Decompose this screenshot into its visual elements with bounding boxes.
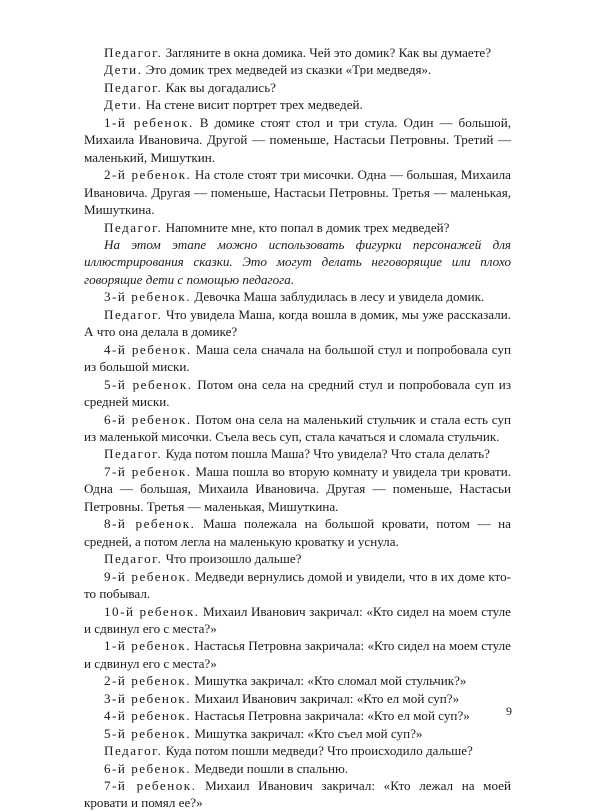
dialogue-paragraph: [84, 777, 511, 812]
paragraph-text: Настасья Петровна закричала: «Кто ел мой суп?»: [194, 708, 470, 724]
speaker-label: 5-й ребенок.: [104, 376, 193, 392]
speaker-label: 4-й ребенок.: [104, 708, 192, 724]
paragraph-text: Что произошло дальше?: [165, 551, 302, 567]
paragraph-text: Маша полежала на большой кровати, потом — на средней, а потом легла на маленькую кроватку и уснула.: [84, 516, 511, 549]
speaker-label: Педагог.: [104, 551, 163, 567]
paragraph-text: Девочка Маша заблудилась в лесу и увидела домик.: [194, 289, 485, 305]
dialogue-paragraph: [84, 742, 511, 759]
paragraph-text: Потом она села на средний стул и попробовала суп из средней миски.: [84, 376, 511, 410]
paragraph-text: Маша села сначала на большой стул и попробовала суп из большой миски.: [84, 341, 512, 375]
dialogue-paragraph: [84, 463, 511, 515]
speaker-label: 5-й ребенок.: [104, 725, 192, 741]
dialogue-paragraph: [84, 568, 511, 603]
speaker-label: 7-й ребенок.: [104, 463, 192, 479]
speaker-label: Педагог.: [104, 45, 163, 60]
paragraph-text: Медведи пошли в спальню.: [194, 760, 349, 776]
paragraph-text: Потом она села на маленький стульчик и стала есть суп из маленькой мисочки. Съела весь суп, стала качаться и сломала стульчик.: [84, 411, 511, 444]
dialogue-text: [84, 44, 511, 812]
speaker-label: Педагог.: [104, 306, 163, 322]
dialogue-paragraph: [84, 445, 511, 462]
paragraph-text: Михаил Иванович закричал: «Кто лежал на моей кровати и помял ее?»: [84, 778, 511, 811]
speaker-label: 2-й ребенок.: [104, 673, 192, 689]
speaker-label: Дети.: [104, 62, 143, 78]
speaker-label: 10-й ребенок.: [104, 603, 200, 619]
speaker-label: 9-й ребенок.: [104, 568, 192, 584]
paragraph-text: Загляните в окна домика. Чей это домик? Как вы думаете?: [165, 45, 492, 60]
dialogue-paragraph: [84, 166, 511, 218]
dialogue-paragraph: [84, 219, 511, 236]
paragraph-text: В домике стоят стол и три стула. Один — большой, Михаила Ивановича. Другой — поменьше, Настасьи Петровны. Третий — маленький, Мишуткин.: [84, 114, 511, 165]
speaker-label: 1-й ребенок.: [104, 114, 194, 130]
speaker-label: 7-й ребенок.: [104, 778, 197, 794]
paragraph-text: Маша пошла во вторую комнату и увидела три кровати. Одна — большая, Михаила Ивановича. Другая — поменьше, Настасьи Петровны. Третья — маленькая, Мишуткина.: [84, 463, 511, 514]
dialogue-paragraph: [84, 725, 511, 742]
dialogue-paragraph: [84, 760, 511, 777]
paragraph-text: Настасья Петровна закричала: «Кто сидел на моем стуле и сдвинул его с места?»: [84, 638, 511, 671]
speaker-label: 1-й ребенок.: [104, 638, 192, 654]
dialogue-paragraph: [84, 411, 511, 446]
italic-note-paragraph: [84, 236, 511, 288]
dialogue-paragraph: [84, 672, 511, 689]
paragraph-text: Куда потом пошла Маша? Что увидела? Что стала делать?: [165, 446, 490, 462]
paragraph-text: Мишутка закричал: «Кто съел мой суп?»: [194, 725, 423, 741]
speaker-label: 6-й ребенок.: [104, 760, 192, 776]
paragraph-text: На столе стоят три мисочки. Одна — большая, Михаила Ивановича. Другая — поменьше, Настасьи Петровны. Третья — маленькая, Мишуткина.: [84, 167, 511, 218]
dialogue-paragraph: [84, 690, 511, 707]
dialogue-paragraph: [84, 288, 511, 305]
dialogue-paragraph: [84, 114, 511, 166]
paragraph-text: Михаил Иванович закричал: «Кто ел мой суп?»: [194, 690, 460, 706]
paragraph-text: На этом этапе можно использовать фигурки персонажей для иллюстрирования сказки. Это могут делать неговорящие или плохо говорящие дети с помощью педагога.: [84, 236, 511, 287]
speaker-label: 2-й ребенок.: [104, 167, 192, 183]
speaker-label: 6-й ребенок.: [104, 411, 192, 427]
dialogue-paragraph: [84, 707, 511, 724]
paragraph-text: Как вы догадались?: [165, 79, 276, 95]
speaker-label: 8-й ребенок.: [104, 516, 196, 532]
dialogue-paragraph: [84, 61, 511, 78]
paragraph-text: Михаил Иванович закричал: «Кто сидел на моем стуле и сдвинул его с места?»: [84, 603, 511, 636]
speaker-label: Педагог.: [104, 446, 163, 462]
paragraph-text: Мишутка закричал: «Кто сломал мой стульчик?»: [194, 673, 467, 689]
dialogue-paragraph: [84, 637, 511, 672]
dialogue-paragraph: [84, 44, 511, 61]
paragraph-text: Медведи вернулись домой и увидели, что в их доме кто-то побывал.: [84, 568, 511, 602]
speaker-label: 3-й ребенок.: [104, 690, 192, 706]
dialogue-paragraph: [84, 515, 511, 550]
dialogue-paragraph: [84, 341, 511, 376]
speaker-label: Педагог.: [104, 743, 163, 759]
speaker-label: 4-й ребенок.: [104, 341, 192, 357]
speaker-label: Педагог.: [104, 79, 163, 95]
paragraph-text: Это домик трех медведей из сказки «Три медведя».: [145, 62, 432, 78]
paragraph-text: На стене висит портрет трех медведей.: [145, 97, 363, 113]
page-number: 9: [506, 704, 512, 718]
dialogue-paragraph: [84, 306, 511, 341]
dialogue-paragraph: [84, 550, 511, 567]
speaker-label: Педагог.: [104, 219, 163, 235]
speaker-label: 3-й ребенок.: [104, 289, 192, 305]
dialogue-paragraph: [84, 96, 511, 113]
dialogue-paragraph: [84, 376, 511, 411]
paragraph-text: Что увидела Маша, когда вошла в домик, мы уже рассказали. А что она делала в домике?: [84, 306, 511, 340]
dialogue-paragraph: [84, 603, 511, 638]
speaker-label: Дети.: [104, 97, 143, 113]
paragraph-text: Куда потом пошли медведи? Что происходило дальше?: [165, 743, 473, 759]
dialogue-paragraph: [84, 79, 511, 96]
paragraph-text: Напомните мне, кто попал в домик трех медведей?: [165, 219, 450, 235]
